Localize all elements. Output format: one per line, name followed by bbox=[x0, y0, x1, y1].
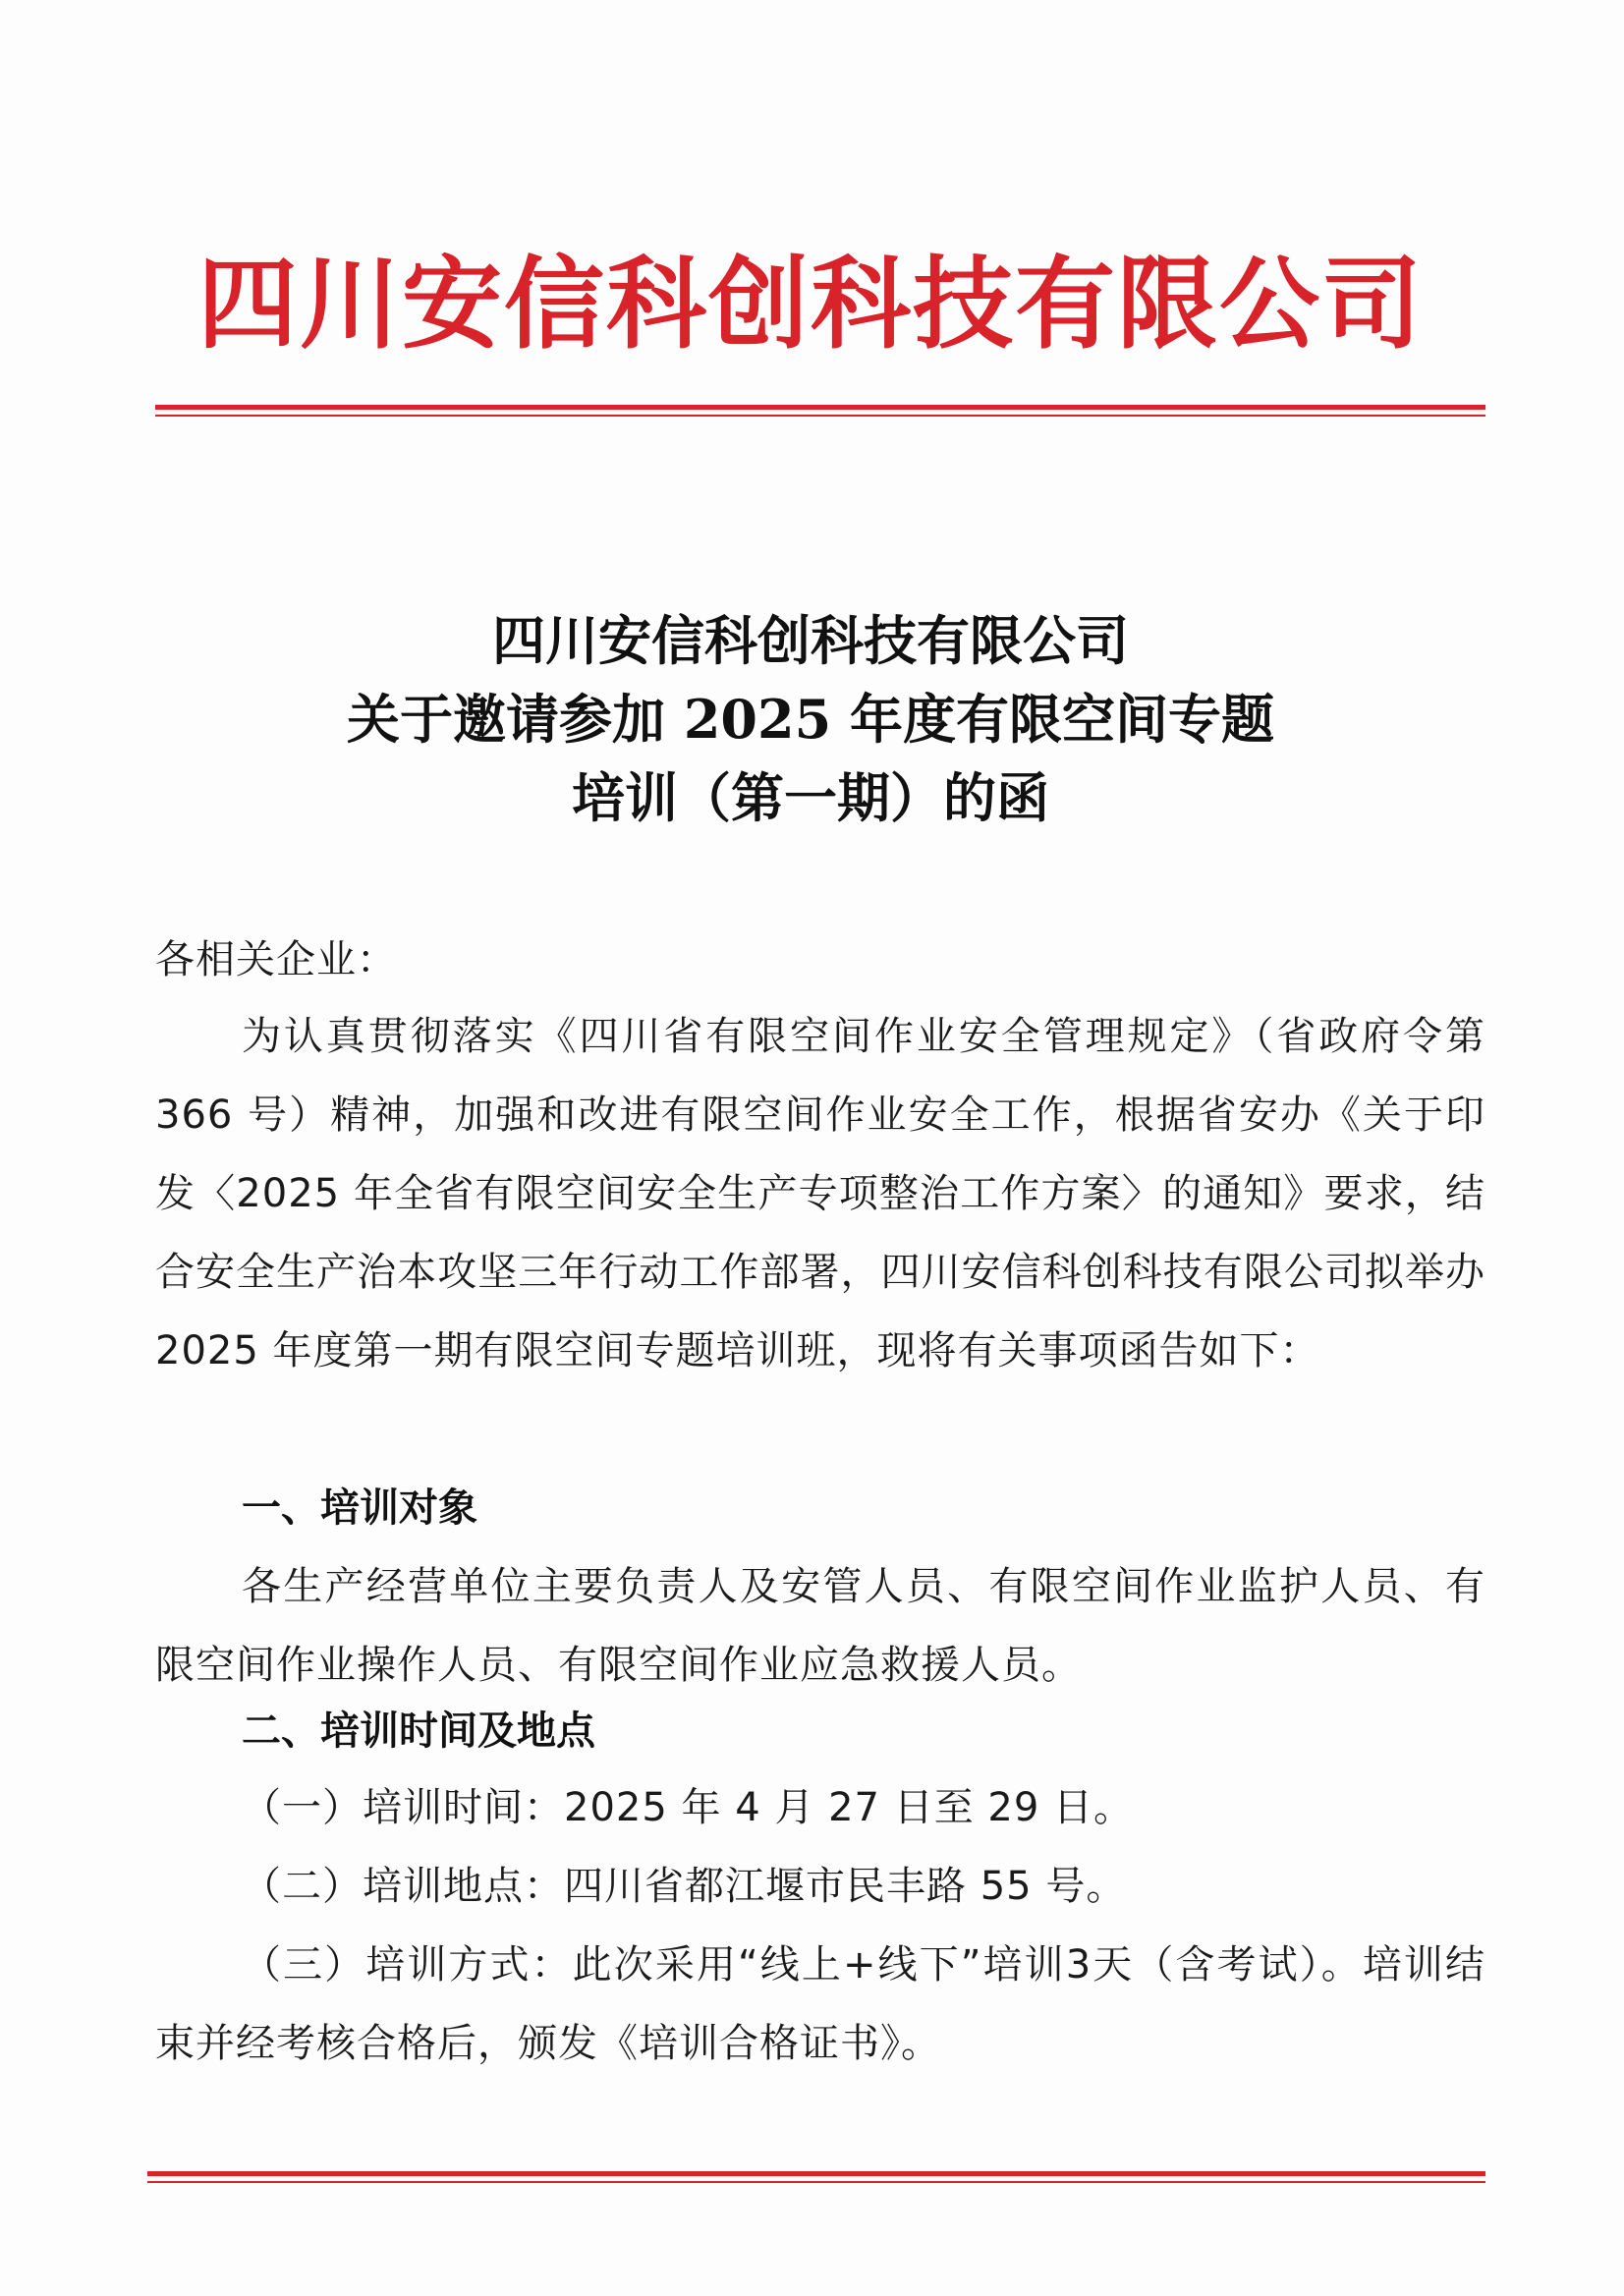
footer-red-rule-thick bbox=[147, 2171, 1485, 2176]
intro-paragraph: 为认真贯彻落实《四川省有限空间作业安全管理规定》（省政府令第 366 号）精神，加强和改进有限空间作业安全工作，根据省安办《关于印发〈2025 年全省有限空间安全生产专项整治工作方案〉的通知》要求，结合安全生产治本攻坚三年行动工作部署，四川安信科创科技有限公司拟举办 2025 年度第一期有限空间专题培训班，现将有关事项函告如下： bbox=[155, 1014, 1485, 1373]
section-2-heading: 二、培训时间及地点 bbox=[242, 1708, 595, 1754]
salutation: 各相关企业： bbox=[155, 937, 397, 982]
letterhead-red-rule-thin bbox=[155, 415, 1485, 417]
title-line-3: 培训（第一期）的函 bbox=[572, 766, 1049, 829]
training-location: （二）培训地点：四川省都江堰市民丰路 55 号。 bbox=[242, 1864, 1127, 1909]
letterhead-company-name: 四川安信科创科技有限公司 bbox=[197, 246, 1424, 364]
training-method: （三）培训方式：此次采用“线上+线下”培训3天（含考试）。培训结束并经考核合格后，颁发《培训合格证书》。 bbox=[155, 1942, 1485, 2066]
training-time: （一）培训时间：2025 年 4 月 27 日至 29 日。 bbox=[242, 1785, 1135, 1830]
footer-red-rule-thin bbox=[147, 2181, 1485, 2183]
letterhead-red-rule-thick bbox=[155, 405, 1485, 410]
title-line-1: 四川安信科创科技有限公司 bbox=[492, 609, 1129, 672]
title-line-2: 关于邀请参加 2025 年度有限空间专题 bbox=[347, 688, 1274, 751]
section-1-heading: 一、培训对象 bbox=[242, 1485, 477, 1531]
section-1-paragraph: 各生产经营单位主要负责人及安管人员、有限空间作业监护人员、有限空间作业操作人员、有限空间作业应急救援人员。 bbox=[155, 1564, 1485, 1688]
document-title bbox=[157, 601, 1464, 837]
